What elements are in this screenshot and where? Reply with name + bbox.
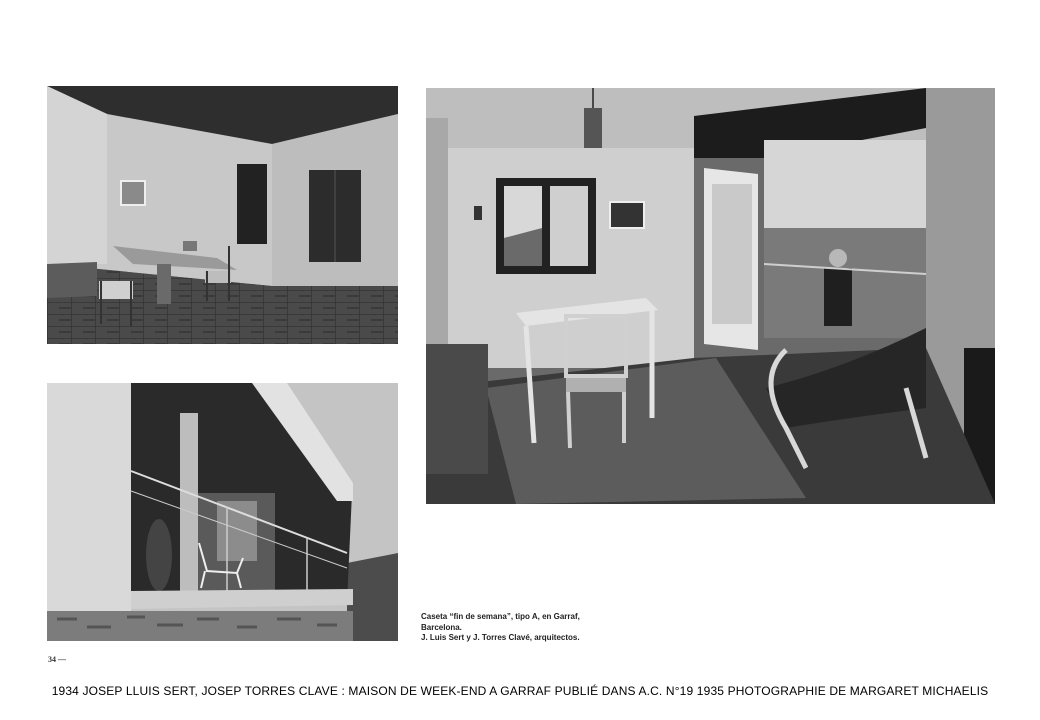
caption-line-title: Caseta “fin de semana”, tipo A, en Garraf, [421, 612, 580, 621]
caption-line-city: Barcelona. [421, 622, 462, 632]
photo-terrace [47, 86, 398, 344]
caption-line-architects: J. Luis Sert y J. Torres Clavé, arquitectos. [421, 633, 580, 642]
page-number: 34 — [48, 655, 66, 664]
credit-line: 1934 JOSEP LLUIS SERT, JOSEP TORRES CLAVE : MAISON DE WEEK-END A GARRAF PUBLIÉ DANS A.C. N°19 1935 PHOTOGRAPHIE DE MARGARET MICHAELIS [51, 684, 989, 698]
photo-interior [426, 88, 995, 504]
photo-caption [421, 612, 661, 644]
photo-porch [47, 383, 398, 641]
